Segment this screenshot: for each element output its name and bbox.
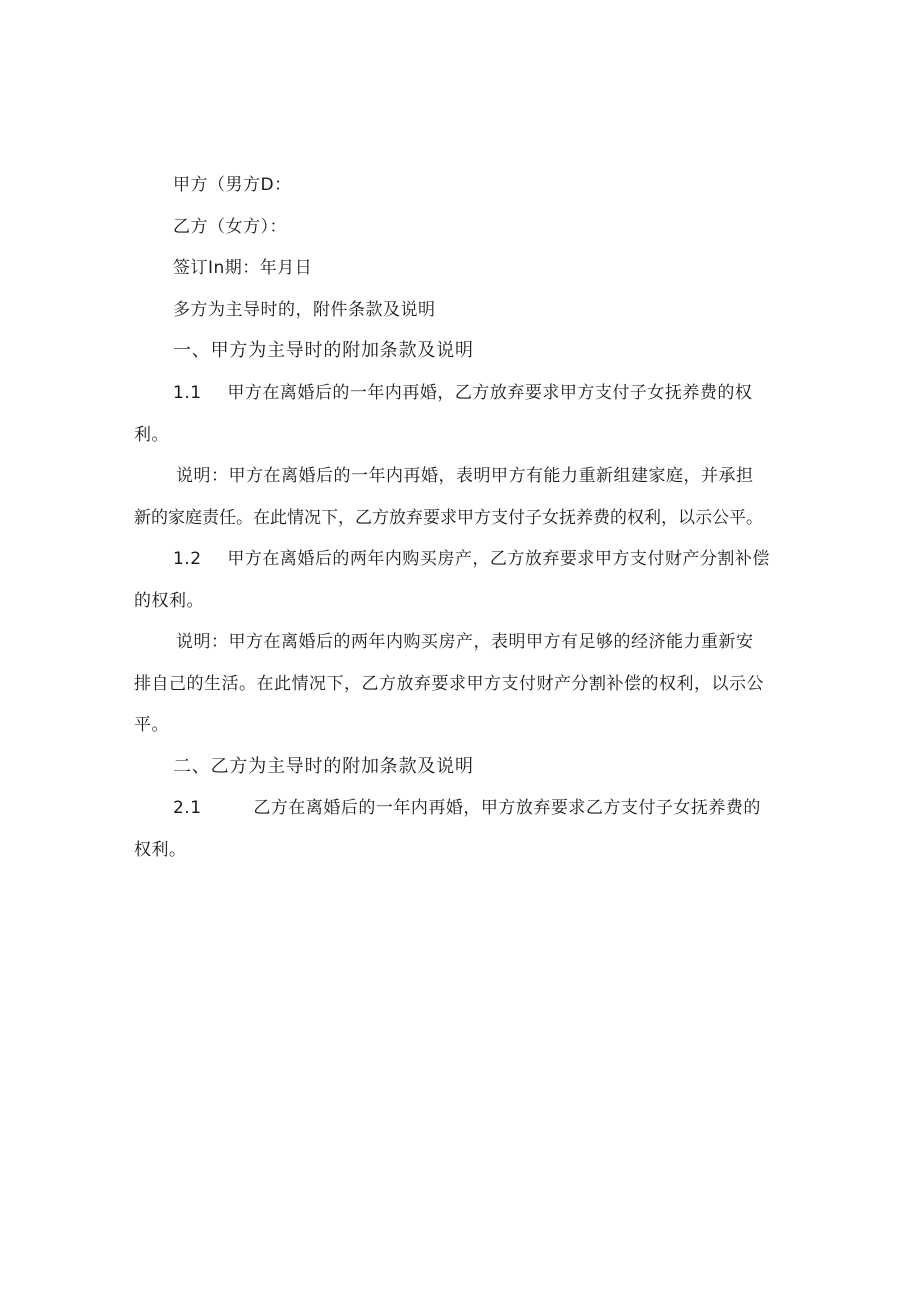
clause-2-1-number: 2.1 <box>173 798 202 818</box>
sign-date-label: 签订In期：年月日 <box>173 258 313 278</box>
section-1-title: 一、甲方为主导时的附加条款及说明 <box>173 340 474 361</box>
clause-2-1-continuation: 权利。 <box>134 840 187 860</box>
note-1-1-line-1: 说明：甲方在离婚后的一年内再婚，表明甲方有能力重新组建家庭，并承担 <box>176 466 754 486</box>
clause-1-2-number: 1.2 <box>173 549 202 569</box>
clause-2-1 <box>173 798 761 818</box>
clause-1-2-continuation: 的权利。 <box>134 591 204 611</box>
note-1-2-line-2: 排自己的生活。在此情况下，乙方放弃要求甲方支付财产分割补偿的权利，以示公 <box>134 674 764 694</box>
clause-1-2 <box>173 549 770 569</box>
note-1-1-line-2: 新的家庭责任。在此情况下，乙方放弃要求甲方支付子女抚养费的权利，以示公平。 <box>134 508 763 528</box>
clause-1-1-continuation: 利。 <box>134 425 169 445</box>
clause-1-2-text: 甲方在离婚后的两年内购买房产，乙方放弃要求甲方支付财产分割补偿 <box>227 549 770 569</box>
clause-1-1-number: 1.1 <box>173 383 202 403</box>
party-a-label: 甲方（男方D： <box>173 175 292 195</box>
party-b-label: 乙方（女方）： <box>173 217 287 237</box>
note-1-2-line-3: 平。 <box>134 715 169 735</box>
note-1-2-line-1: 说明：甲方在离婚后的两年内购买房产，表明甲方有足够的经济能力重新安 <box>176 632 754 652</box>
intro-text: 多方为主导时的，附件条款及说明 <box>173 300 436 320</box>
clause-1-1 <box>173 383 752 403</box>
clause-2-1-text: 乙方在离婚后的一年内再婚，甲方放弃要求乙方支付子女抚养费的 <box>253 798 761 818</box>
section-2-title: 二、乙方为主导时的附加条款及说明 <box>173 756 474 777</box>
clause-1-1-text: 甲方在离婚后的一年内再婚，乙方放弃要求甲方支付子女抚养费的权 <box>227 383 753 403</box>
